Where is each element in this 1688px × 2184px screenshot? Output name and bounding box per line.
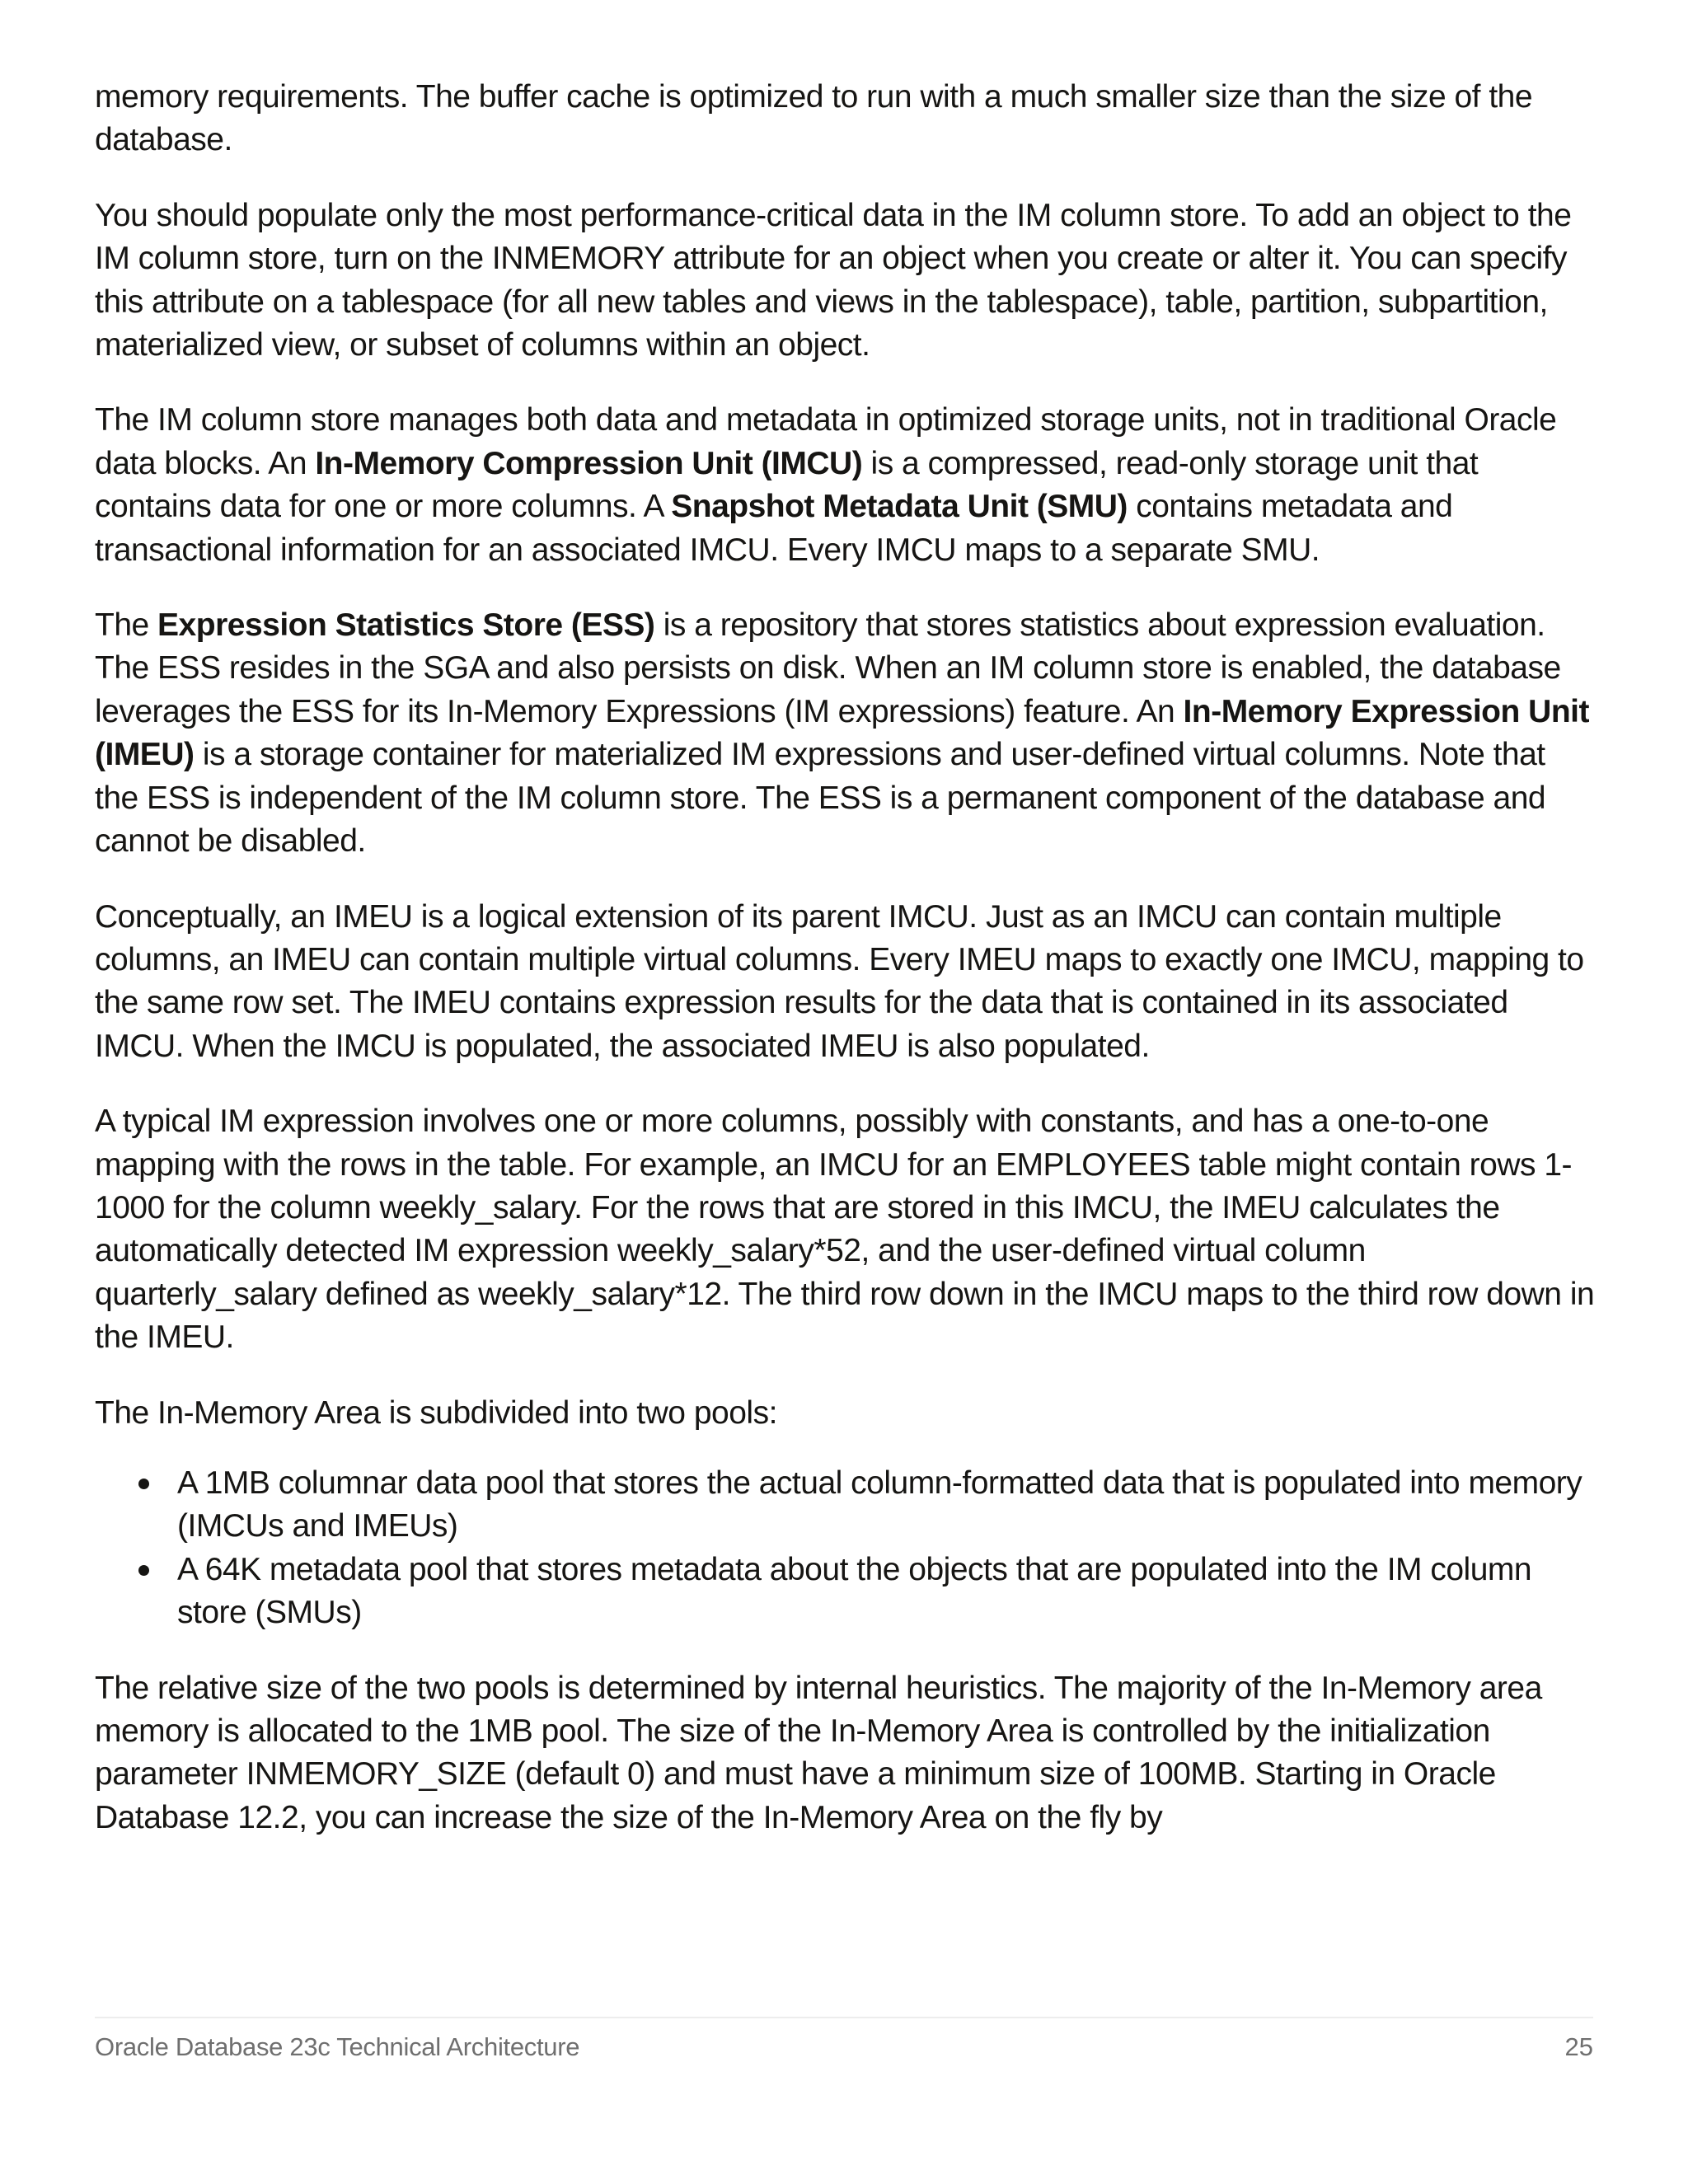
term-ess: Expression Statistics Store (ESS) xyxy=(157,607,655,644)
term-imeu: In-Memory Expression Unit (IMEU) xyxy=(95,693,1589,773)
bullet-icon xyxy=(138,1479,149,1489)
footer-page-number: 25 xyxy=(1564,2032,1593,2061)
bullet-icon xyxy=(138,1565,149,1576)
list-item xyxy=(95,1549,1595,1635)
text-segment: The IM column store manages both data and metadata in optimized storage units, not in traditional Oracle data blocks. An xyxy=(95,402,1557,481)
footer-document-title: Oracle Database 23c Technical Architecture xyxy=(95,2032,580,2061)
footer-divider xyxy=(95,2017,1593,2018)
term-smu: Snapshot Metadata Unit (SMU) xyxy=(671,489,1128,525)
paragraph-ess-imeu xyxy=(95,604,1595,863)
list-item-text: A 64K metadata pool that stores metadata about the objects that are populated into the IM column store (SMUs) xyxy=(177,1551,1532,1631)
paragraph-buffer-cache: memory requirements. The buffer cache is optimized to run with a much smaller size than the size of the database. xyxy=(95,79,1533,158)
paragraph-imeu-concept: Conceptually, an IMEU is a logical extension of its parent IMCU. Just as an IMCU can contain multiple columns, an IMEU can contain multiple virtual columns. Every IMEU maps to exactly one IMCU, mapping to the same row set. The IMEU contains expression results for the data that is contained in its associated IMCU. When the IMCU is populated, the associated IMEU is also populated. xyxy=(95,898,1584,1064)
paragraph-pool-sizes: The relative size of the two pools is determined by internal heuristics. The majority of the In-Memory area memory is allocated to the 1MB pool. The size of the In-Memory Area is controlled by the initialization parameter INMEMORY_SIZE (default 0) and must have a minimum size of 100MB. Starting in Oracle Database 12.2, you can increase the size of the In-Memory Area on the fly by xyxy=(95,1670,1542,1835)
text-segment: is a compressed, read-only storage unit that contains data for one or more columns. A xyxy=(95,445,1479,525)
list-item-text: A 1MB columnar data pool that stores the actual column-formatted data that is populated into memory (IMCUs and IMEUs) xyxy=(177,1465,1582,1544)
paragraph-populate-im-column-store: You should populate only the most performance-critical data in the IM column store. To add an object to the IM column store, turn on the INMEMORY attribute for an object when you create or alter it. You can specify this attribute on a tablespace (for all new tables and views in the tablespace), table, partition, subpartition, materialized view, or subset of columns within an object. xyxy=(95,197,1572,363)
text-segment: contains metadata and transactional information for an associated IMCU. Every IMCU maps to a separate SMU. xyxy=(95,489,1453,568)
text-segment: is a repository that stores statistics about expression evaluation. The ESS resides in the SGA and also persists on disk. When an IM column store is enabled, the database leverages the ESS for its In-Memory Expressions (IM expressions) feature. An xyxy=(95,607,1561,729)
paragraph-imcu-smu xyxy=(95,399,1595,572)
paragraph-pools-intro: The In-Memory Area is subdivided into two pools: xyxy=(95,1394,777,1431)
page-body xyxy=(95,76,1595,1872)
list-item xyxy=(95,1462,1595,1549)
text-segment: The xyxy=(95,607,158,644)
paragraph-im-expression-example: A typical IM expression involves one or more columns, possibly with constants, and has a one-to-one mapping with the rows in the table. For example, an IMCU for an EMPLOYEES table might contain rows 1-1000 for the column weekly_salary. For the rows that are stored in this IMCU, the IMEU calculates the automatically detected IM expression weekly_salary*52, and the user-defined virtual column quarterly_salary defined as weekly_salary*12. The third row down in the IMCU maps to the third row down in the IMEU. xyxy=(95,1104,1595,1356)
pools-list xyxy=(95,1462,1595,1635)
term-imcu: In-Memory Compression Unit (IMCU) xyxy=(315,445,863,481)
text-segment: is a storage container for materialized IM expressions and user-defined virtual columns. Note that the ESS is independent of the IM column store. The ESS is a permanent component of the database and cannot be disabled. xyxy=(95,737,1546,860)
